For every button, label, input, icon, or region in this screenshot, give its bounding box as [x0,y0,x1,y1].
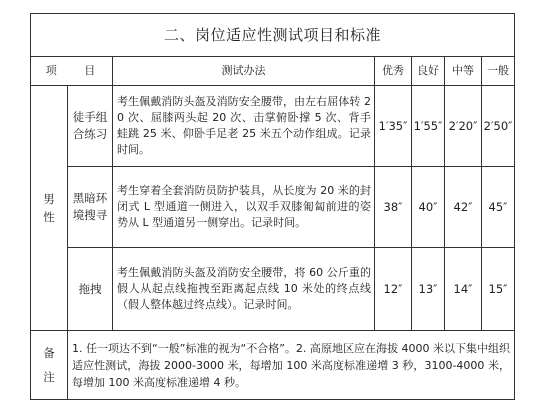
score-good: 13″ [412,248,445,331]
score-average: 2′50″ [482,86,515,167]
method-text: 考生佩戴消防头盔及消防安全腰带，由左右屈体转 20 次、屈膝两头起 20 次、击掌俯卧撑 5 次、背手蛙跳 25 米、仰卧手足老 25 米五个动作组成。记录时间。 [113,86,375,167]
score-average: 45″ [482,167,515,248]
note-text: 1. 任一项达不到“一般”标准的视为“不合格”。2. 高原地区应在海拔 4000 米以下集中组织适应性测试，海拔 2000-3000 米，每增加 100 米高度标准递增 3 秒，3100-4000 米，每增加 100 米高度标准递增 4 秒。 [68,331,515,400]
score-average: 15″ [482,248,515,331]
standards-table-sheet [30,13,514,400]
table-row [31,248,515,331]
score-medium: 42″ [445,167,482,248]
table-row [31,86,515,167]
note-label-line: 注 [43,370,55,384]
category-male [31,86,68,331]
score-excellent: 12″ [375,248,412,331]
item-line: 黑暗环 [72,191,108,205]
header-average: 一般 [482,57,515,86]
table-title: 二、岗位适应性测试项目和标准 [31,14,515,57]
header-project: 项 目 [31,57,113,86]
score-excellent: 38″ [375,167,412,248]
header-medium: 中等 [445,57,482,86]
note-label [31,331,68,400]
category-line: 男 [43,192,55,206]
table-row [31,167,515,248]
score-medium: 2′20″ [445,86,482,167]
category-line: 性 [43,210,55,224]
score-medium: 14″ [445,248,482,331]
item-line: 境搜寻 [72,208,108,222]
method-text: 考生佩戴消防头盔及消防安全腰带，将 60 公斤重的假人从起点线拖拽至距离起点线 10 米处的终点线（假人整体越过终点线）。记录时间。 [113,248,375,331]
score-good: 1′55″ [412,86,445,167]
header-row [31,57,515,86]
score-good: 40″ [412,167,445,248]
note-label-line: 备 [43,346,55,360]
note-row [31,331,515,400]
standards-table [30,13,515,400]
item-name [68,86,113,167]
item-name [68,248,113,331]
header-good: 良好 [412,57,445,86]
header-method: 测试办法 [113,57,375,86]
item-line: 拖拽 [78,281,102,296]
item-line: 徒手组 [72,110,108,124]
item-line: 合练习 [72,127,108,141]
method-text: 考生穿着全套消防员防护装具，从长度为 20 米的封闭式 L 型通道一侧进入，以双手双膝匍匐前进的姿势从 L 型通道另一侧穿出。记录时间。 [113,167,375,248]
item-name [68,167,113,248]
header-excellent: 优秀 [375,57,412,86]
score-excellent: 1′35″ [375,86,412,167]
